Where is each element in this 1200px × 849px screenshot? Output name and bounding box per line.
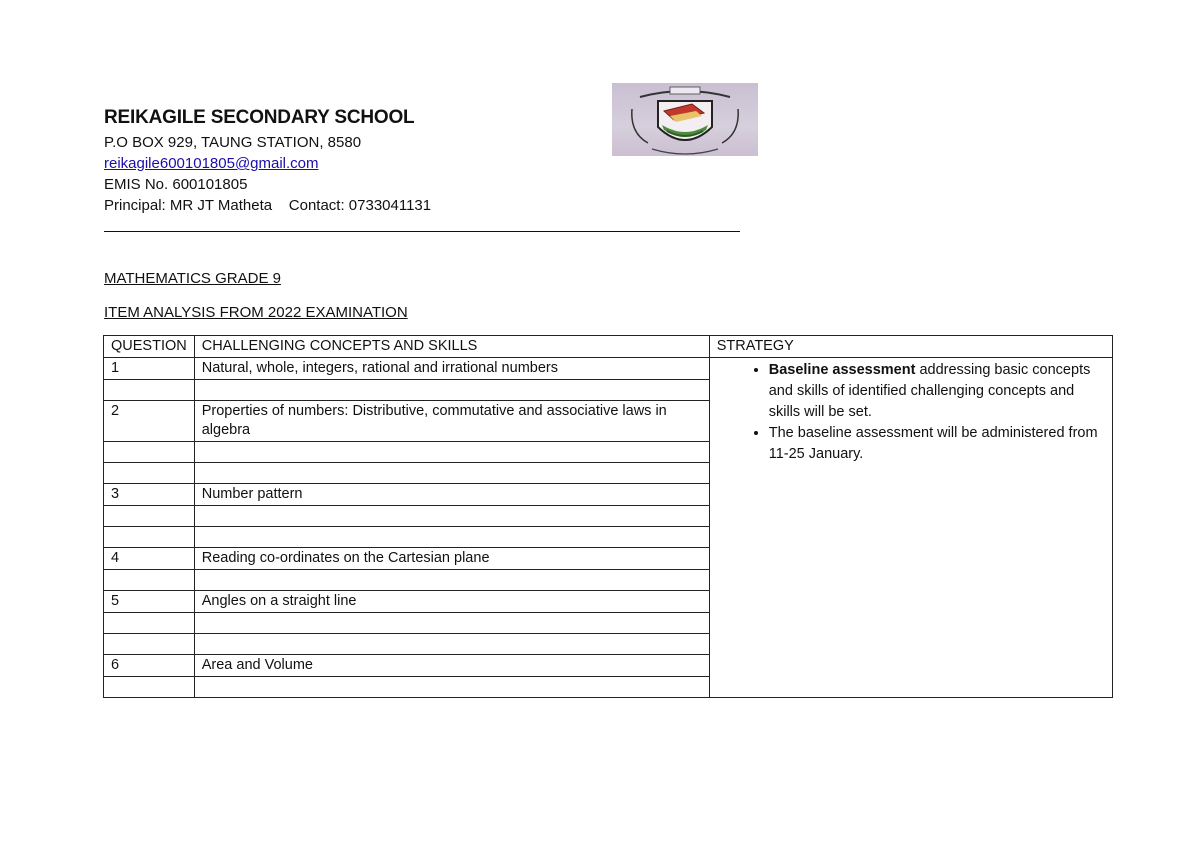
email-link[interactable]: reikagile600101805@gmail.com bbox=[104, 155, 319, 172]
table-header-row bbox=[104, 336, 1113, 358]
emis-number: EMIS No. 600101805 bbox=[104, 176, 248, 193]
question-cell bbox=[104, 506, 195, 527]
question-cell bbox=[104, 634, 195, 655]
question-cell bbox=[104, 677, 195, 698]
concept-cell bbox=[194, 677, 709, 698]
question-cell bbox=[104, 380, 195, 401]
strategy-cell bbox=[709, 358, 1112, 698]
school-name: REIKAGILE SECONDARY SCHOOL bbox=[104, 107, 415, 128]
concept-cell bbox=[194, 463, 709, 484]
strategy-item bbox=[769, 360, 1105, 423]
concept-cell bbox=[194, 442, 709, 463]
school-crest-icon bbox=[612, 83, 758, 156]
question-cell bbox=[104, 527, 195, 548]
document-subtitle: ITEM ANALYSIS FROM 2022 EXAMINATION bbox=[104, 304, 408, 321]
concept-cell bbox=[194, 613, 709, 634]
concept-cell: Area and Volume bbox=[194, 655, 709, 677]
concept-cell: Reading co-ordinates on the Cartesian plane bbox=[194, 548, 709, 570]
question-cell: 4 bbox=[104, 548, 195, 570]
strategy-item-text: addressing basic concepts and skills of identified challenging concepts and skills will be set. bbox=[768, 362, 1091, 420]
postal-address: P.O BOX 929, TAUNG STATION, 8580 bbox=[104, 134, 362, 151]
concept-cell bbox=[194, 634, 709, 655]
concept-cell bbox=[194, 527, 709, 548]
header-strategy: STRATEGY bbox=[709, 336, 1112, 358]
concept-cell bbox=[194, 380, 709, 401]
strategy-item-bold: Baseline assessment bbox=[768, 362, 916, 378]
concept-cell: Properties of numbers: Distributive, commutative and associative laws in algebra bbox=[194, 401, 709, 442]
table-row bbox=[104, 358, 1113, 380]
question-cell: 6 bbox=[104, 655, 195, 677]
email-line bbox=[104, 155, 319, 172]
concept-cell: Angles on a straight line bbox=[194, 591, 709, 613]
header-divider bbox=[104, 231, 740, 232]
strategy-item: • The baseline assessment will be administered from 11-25 January. bbox=[769, 423, 1105, 465]
question-cell bbox=[104, 463, 195, 484]
principal-contact: Principal: MR JT Matheta Contact: 0733041131 bbox=[104, 197, 432, 214]
question-cell bbox=[104, 442, 195, 463]
question-cell bbox=[104, 613, 195, 634]
strategy-list bbox=[717, 360, 1105, 465]
item-analysis-table bbox=[103, 335, 1113, 698]
question-cell: 2 bbox=[104, 401, 195, 442]
header-concepts: CHALLENGING CONCEPTS AND SKILLS bbox=[194, 336, 709, 358]
concept-cell bbox=[194, 570, 709, 591]
question-cell: 5 bbox=[104, 591, 195, 613]
concept-cell: Natural, whole, integers, rational and irrational numbers bbox=[194, 358, 709, 380]
concept-cell: Number pattern bbox=[194, 484, 709, 506]
question-cell bbox=[104, 570, 195, 591]
school-logo bbox=[612, 83, 758, 156]
header-question: QUESTION bbox=[104, 336, 195, 358]
question-cell: 3 bbox=[104, 484, 195, 506]
concept-cell bbox=[194, 506, 709, 527]
question-cell: 1 bbox=[104, 358, 195, 380]
document-title: MATHEMATICS GRADE 9 bbox=[104, 270, 281, 287]
